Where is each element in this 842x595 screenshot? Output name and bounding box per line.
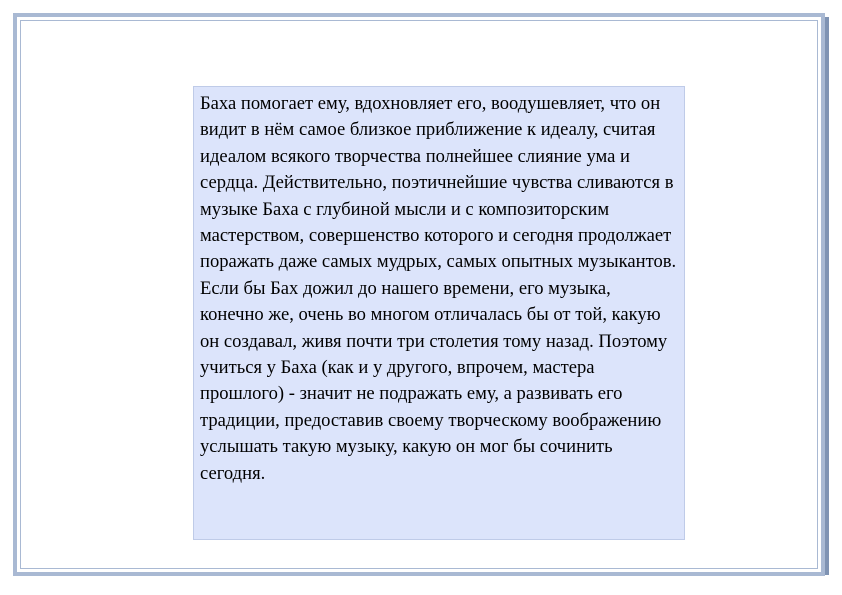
text-box[interactable]: [193, 86, 685, 540]
paragraph-bach-today: Если бы Бах дожил до нашего времени, его музыка, конечно же, очень во многом отличалась бы от той, какую он создавал, живя почти три столетия тому назад. Поэтому учиться у Баха (как и у другого, впрочем, мастера прошлого) - значит не подражать ему, а развивать его традиции, предоставив своему творческому воображению услышать такую музыку, какую он мог бы сочинить сегодня.: [200, 277, 668, 484]
paragraph-bach-influence: Баха помогает ему, вдохновляет его, воодушевляет, что он видит в нём самое близкое приближение к идеалу, считая идеалом всякого творчества полнейшее слияние ума и сердца. Действительно, поэтичнейшие чувства сливаются в музыке Баха с глубиной мысли и с композиторским мастерством, совершенство которого и сегодня продолжает поражать даже самых мудрых, самых опытных музыкантов.: [200, 93, 677, 273]
frame-shadow-right: [825, 17, 829, 575]
